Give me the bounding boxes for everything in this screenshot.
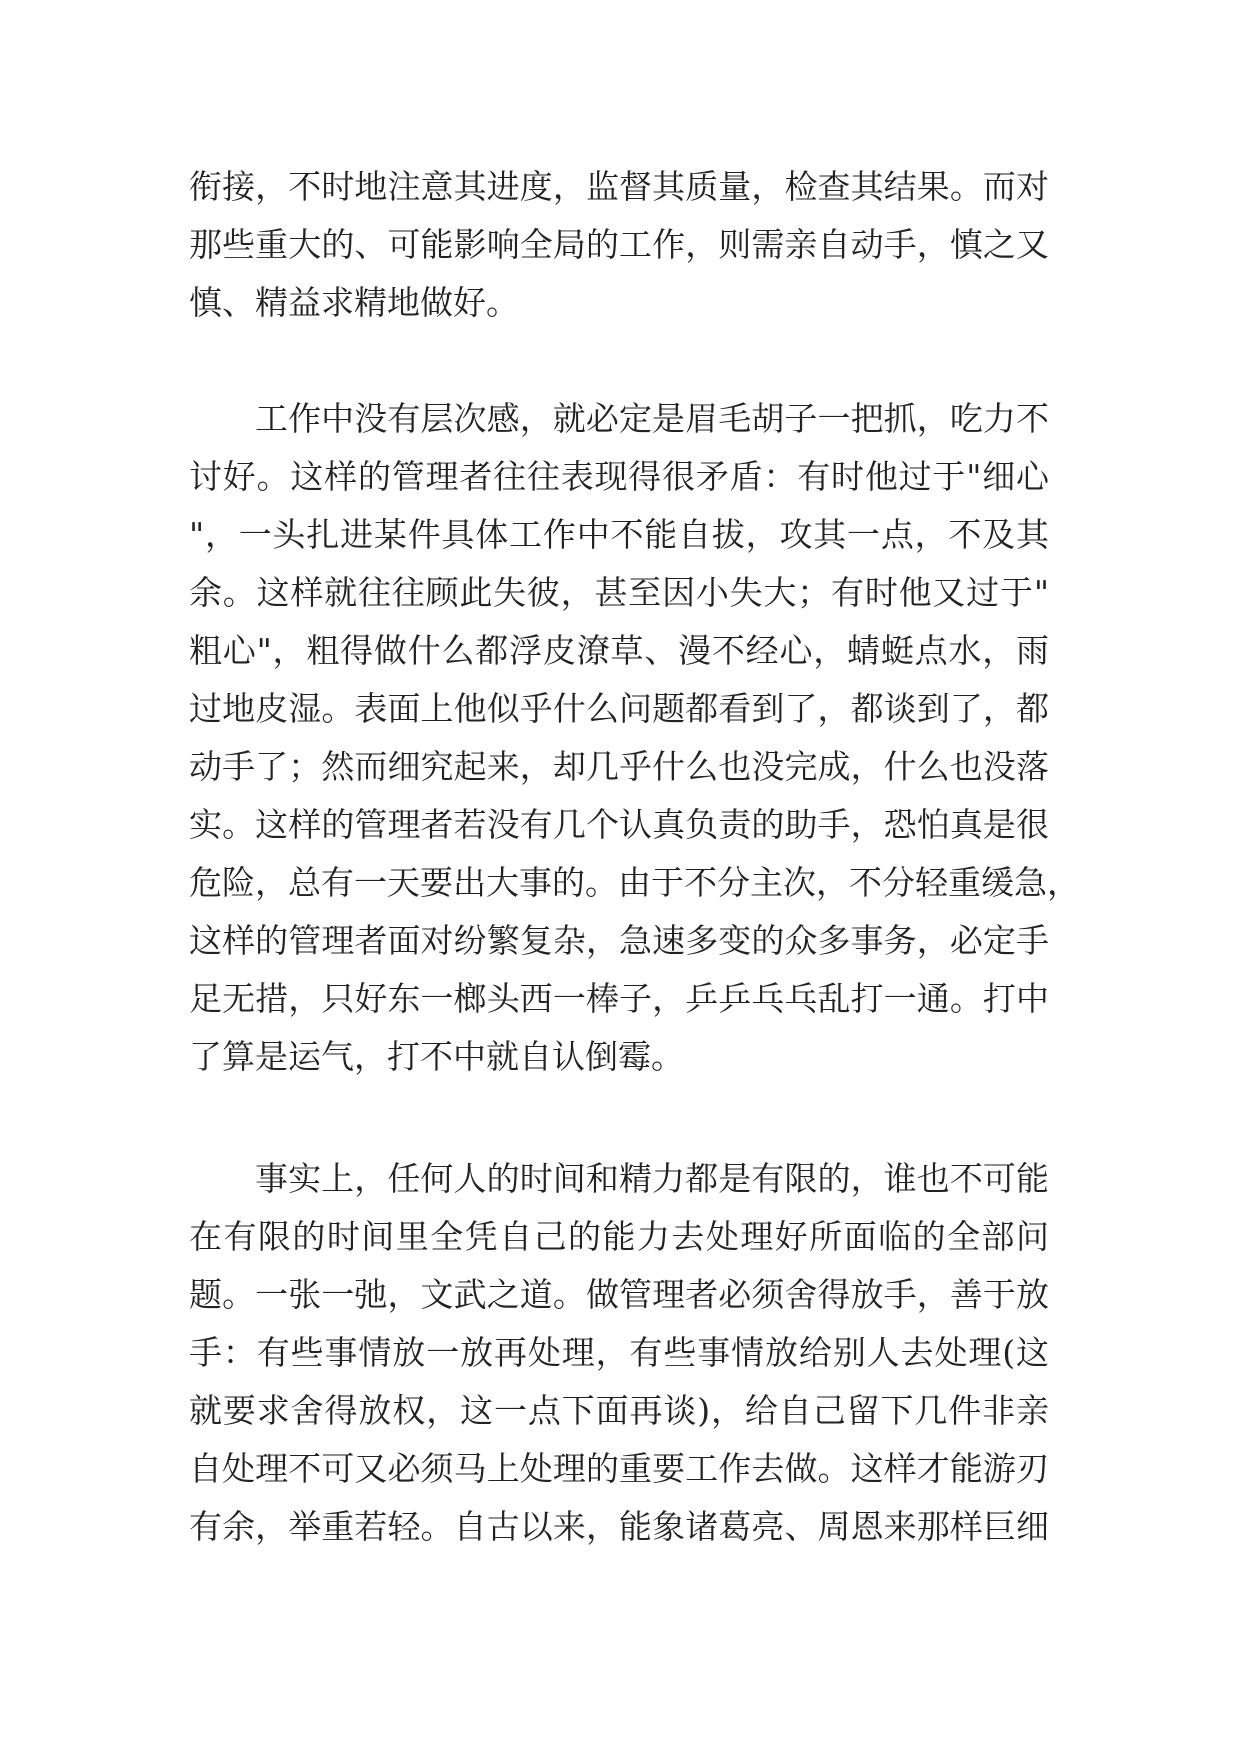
text-line: 那些重大的、可能影响全局的工作，则需亲自动手，慎之又 bbox=[189, 225, 1049, 264]
text-line: 粗心"，粗得做什么都浮皮潦草、漫不经心，蜻蜓点水，雨 bbox=[189, 631, 1049, 670]
text-line: 慎、精益求精地做好。 bbox=[189, 283, 519, 322]
text-line: 危险，总有一天要出大事的。由于不分主次，不分轻重缓急， bbox=[189, 863, 1080, 902]
text-line: 这样的管理者面对纷繁复杂，急速多变的众多事务，必定手 bbox=[189, 921, 1049, 960]
text-line: 在有限的时间里全凭自己的能力去处理好所面临的全部问 bbox=[189, 1217, 1049, 1256]
text-line: 事实上，任何人的时间和精力都是有限的，谁也不可能 bbox=[255, 1159, 1049, 1198]
text-line: 有余，举重若轻。自古以来，能象诸葛亮、周恩来那样巨细 bbox=[189, 1507, 1049, 1546]
text-line: "，一头扎进某件具体工作中不能自拔，攻其一点，不及其 bbox=[189, 515, 1049, 554]
text-line: 过地皮湿。表面上他似乎什么问题都看到了，都谈到了，都 bbox=[189, 689, 1049, 728]
text-line: 手：有些事情放一放再处理，有些事情放给别人去处理(这 bbox=[189, 1333, 1049, 1372]
text-line: 衔接，不时地注意其进度，监督其质量，检查其结果。而对 bbox=[189, 167, 1049, 206]
text-line: 自处理不可又必须马上处理的重要工作去做。这样才能游刃 bbox=[189, 1449, 1049, 1488]
text-line: 余。这样就往往顾此失彼，甚至因小失大；有时他又过于" bbox=[189, 573, 1049, 612]
text-line: 实。这样的管理者若没有几个认真负责的助手，恐怕真是很 bbox=[189, 805, 1049, 844]
text-line: 就要求舍得放权，这一点下面再谈)，给自己留下几件非亲 bbox=[189, 1391, 1049, 1430]
paragraph-1 bbox=[189, 158, 1049, 332]
text-line: 足无措，只好东一榔头西一棒子，乒乒乓乓乱打一通。打中 bbox=[189, 979, 1049, 1018]
text-line: 动手了；然而细究起来，却几乎什么也没完成，什么也没落 bbox=[189, 747, 1049, 786]
paragraph-2 bbox=[189, 390, 1080, 1086]
text-line: 讨好。这样的管理者往往表现得很矛盾：有时他过于"细心 bbox=[189, 457, 1049, 496]
text-line: 了算是运气，打不中就自认倒霉。 bbox=[189, 1037, 684, 1076]
paragraph-3 bbox=[189, 1150, 1049, 1556]
text-line: 工作中没有层次感，就必定是眉毛胡子一把抓，吃力不 bbox=[255, 399, 1049, 438]
text-line: 题。一张一弛，文武之道。做管理者必须舍得放手，善于放 bbox=[189, 1275, 1049, 1314]
